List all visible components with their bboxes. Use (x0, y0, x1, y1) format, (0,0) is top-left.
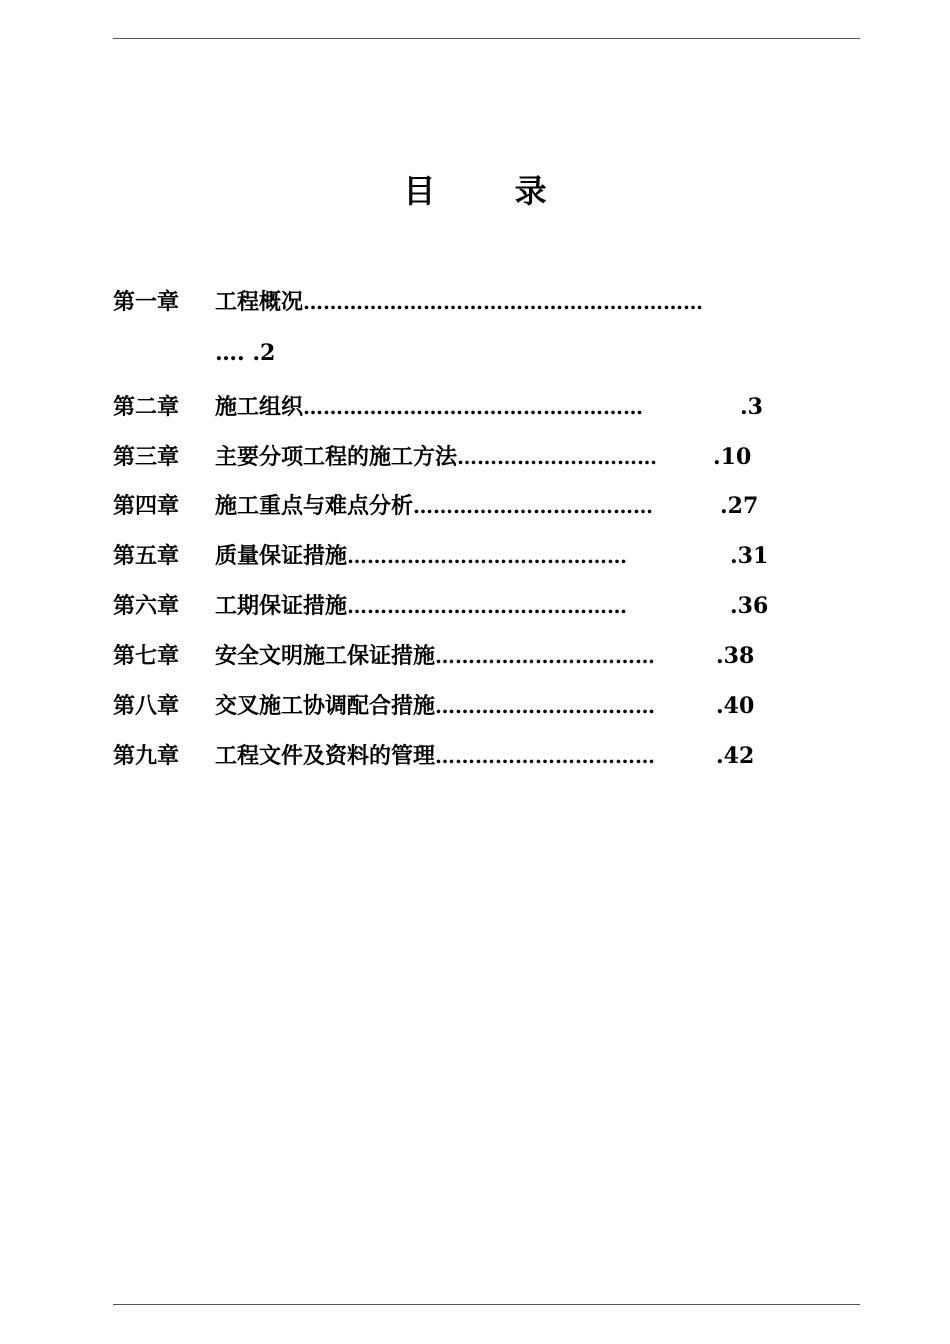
page-number: .36 (730, 593, 769, 619)
chapter-title: 工程文件及资料的管理 (215, 743, 436, 769)
chapter-number: 第二章 (113, 394, 180, 420)
toc-entry-3[interactable] (113, 442, 751, 472)
chapter-number: 第八章 (113, 693, 180, 719)
chapter-title: 安全文明施工保证措施 (215, 643, 436, 669)
page-number: .27 (720, 493, 759, 519)
leader-dots: ……………………………… (413, 494, 654, 518)
toc-entry-8[interactable] (113, 691, 754, 721)
chapter-title: 工期保证措施 (215, 593, 348, 619)
chapter-number: 第一章 (113, 289, 180, 315)
toc-entry-1[interactable] (113, 287, 843, 317)
leader-dots: …………………………… (435, 644, 656, 668)
chapter-title: 工程概况 (215, 289, 304, 315)
page-number: .38 (716, 643, 755, 669)
leader-dots: ………………………… (457, 445, 658, 469)
leader-dots: …………………………… (435, 694, 656, 718)
leader-dots: …………………………………… (347, 544, 628, 568)
toc-entry-7[interactable] (113, 641, 754, 671)
leader-dots: …………………………………………… (303, 395, 644, 419)
page-number: .10 (713, 444, 752, 470)
toc-entry-9[interactable] (113, 741, 754, 771)
leader-dots: …………………………………………………… (303, 290, 704, 314)
footer-rule (113, 1304, 860, 1305)
chapter-number: 第九章 (113, 743, 180, 769)
chapter-number: 第三章 (113, 444, 180, 470)
toc-title: 目 录 (403, 172, 581, 210)
chapter-title: 主要分项工程的施工方法 (215, 444, 458, 470)
chapter-number: 第五章 (113, 543, 180, 569)
chapter-number: 第六章 (113, 593, 180, 619)
chapter-title: 质量保证措施 (215, 543, 348, 569)
toc-entry-4[interactable] (113, 491, 758, 521)
chapter-title: 施工组织 (215, 394, 304, 420)
page-number: .31 (730, 543, 769, 569)
leader-dots: …………………………… (435, 744, 656, 768)
chapter-title: 交叉施工协调配合措施 (215, 693, 436, 719)
chapter-number: 第七章 (113, 643, 180, 669)
chapter-title: 施工重点与难点分析 (215, 493, 414, 519)
leader-dots: …………………………………… (347, 594, 628, 618)
chapter-number: 第四章 (113, 493, 180, 519)
page-number: .42 (716, 743, 755, 769)
toc-entry-1-continuation: …. .2 (215, 340, 276, 366)
page-number: .3 (740, 394, 763, 420)
toc-entry-2[interactable] (113, 392, 763, 422)
toc-entry-5[interactable] (113, 541, 768, 571)
toc-entry-6[interactable] (113, 591, 768, 621)
page-number: .40 (716, 693, 755, 719)
